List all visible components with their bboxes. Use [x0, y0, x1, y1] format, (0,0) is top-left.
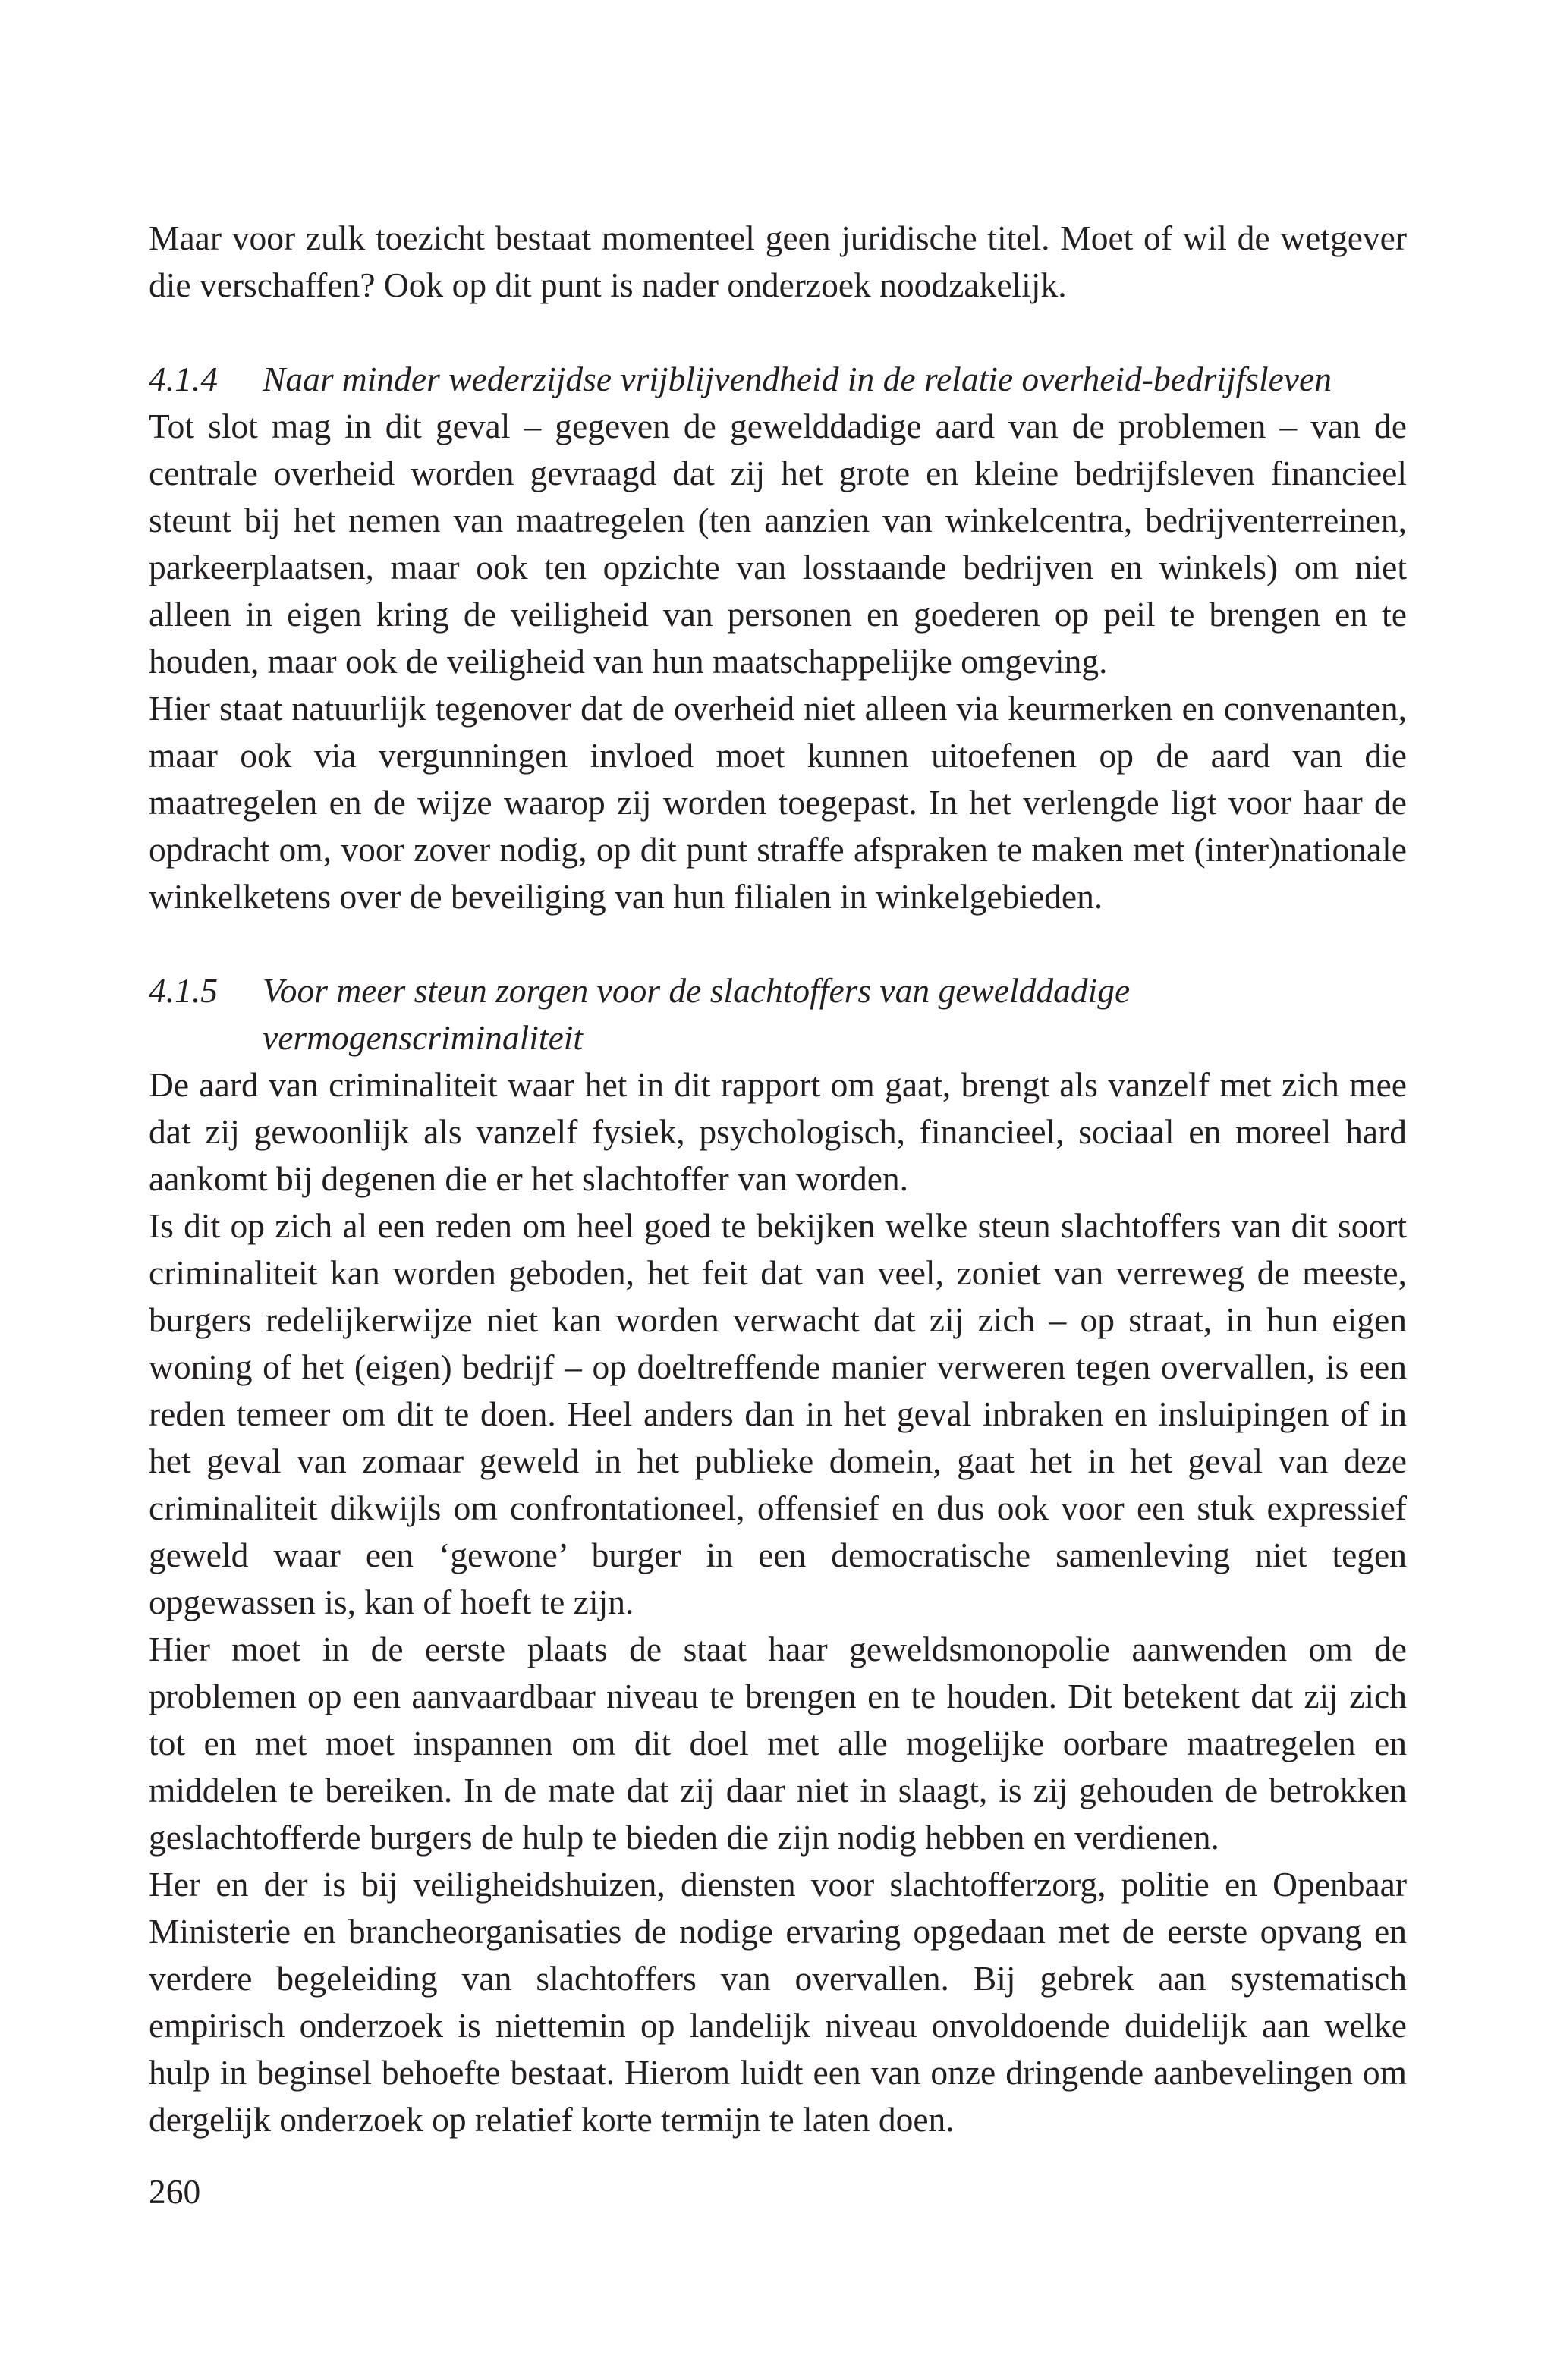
- intro-paragraph: Maar voor zulk toezicht bestaat momenteel geen juridische titel. Moet of wil de wetgever die verschaffen? Ook op dit punt is nader onderzoek noodzakelijk.: [149, 219, 1407, 304]
- section-title: Naar minder wederzijdse vrijblijvendheid in de relatie overheid-bedrijfsleven: [263, 360, 1332, 398]
- page-number: 260: [149, 2172, 201, 2211]
- body-paragraph: Hier staat natuurlijk tegenover dat de overheid niet alleen via keurmerken en convenanten, maar ook via vergunningen invloed moet kunnen uitoefenen op de aard van die maatregelen en de wijze waarop zij worden toegepast. In het verlengde ligt voor haar de opdracht om, voor zover nodig, op dit punt straffe afspraken te maken met (inter)nationale winkelketens over de beveiliging van hun filialen in winkelgebieden.: [149, 689, 1407, 916]
- section-heading-4-1-5: [149, 967, 1407, 1061]
- body-paragraph: De aard van criminaliteit waar het in dit rapport om gaat, brengt als vanzelf met zich mee dat zij gewoonlijk als vanzelf fysiek, psychologisch, financieel, sociaal en moreel hard aankomt bij degenen die er het slachtoffer van worden.: [149, 1065, 1407, 1198]
- section-heading-4-1-4: [149, 356, 1407, 403]
- body-paragraph: Is dit op zich al een reden om heel goed te bekijken welke steun slachtoffers van dit soort criminaliteit kan worden geboden, het feit dat van veel, zoniet van verreweg de meeste, burgers redelijkerwijze niet kan worden verwacht dat zij zich – op straat, in hun eigen woning of het (eigen) bedrijf – op doeltreffende manier verweren tegen overvallen, is een reden temeer om dit te doen. Heel anders dan in het geval inbraken en insluipingen of in het geval van zomaar geweld in het publieke domein, gaat het in het geval van deze criminaliteit dikwijls om confrontationeel, offensief en dus ook voor een stuk expressief geweld waar een ‘gewone’ burger in een democratische samenleving niet tegen opgewassen is, kan of hoeft te zijn.: [149, 1206, 1407, 1621]
- section-number: 4.1.5: [149, 971, 218, 1010]
- section-number: 4.1.4: [149, 360, 218, 398]
- body-paragraph: Her en der is bij veiligheidshuizen, diensten voor slachtofferzorg, politie en Openbaar Ministerie en brancheorganisaties de nodige ervaring opgedaan met de eerste opvang en verdere begeleiding van slachtoffers van overvallen. Bij gebrek aan systematisch empirisch onderzoek is niettemin op landelijk niveau onvoldoende duidelijk aan welke hulp in beginsel behoefte bestaat. Hierom luidt een van onze dringende aanbevelingen om dergelijk onderzoek op relatief korte termijn te laten doen.: [149, 1865, 1407, 2139]
- body-paragraph: Hier moet in de eerste plaats de staat haar geweldsmonopolie aanwenden om de problemen op een aanvaardbaar niveau te brengen en te houden. Dit betekent dat zij zich tot en met moet inspannen om dit doel met alle mogelijke oorbare maatregelen en middelen te bereiken. In de mate dat zij daar niet in slaagt, is zij gehouden de betrokken geslachtofferde burgers de hulp te bieden die zijn nodig hebben en verdienen.: [149, 1630, 1407, 1857]
- body-paragraph: Tot slot mag in dit geval – gegeven de gewelddadige aard van de problemen – van de centrale overheid worden gevraagd dat zij het grote en kleine bedrijfsleven financieel steunt bij het nemen van maatregelen (ten aanzien van winkelcentra, bedrijventerreinen, parkeerplaatsen, maar ook ten opzichte van losstaande bedrijven en winkels) om niet alleen in eigen kring de veiligheid van personen en goederen op peil te brengen en te houden, maar ook de veiligheid van hun maatschappelijke omgeving.: [149, 407, 1407, 681]
- section-title: Voor meer steun zorgen voor de slachtoffers van gewelddadige vermogenscriminaliteit: [263, 971, 1131, 1057]
